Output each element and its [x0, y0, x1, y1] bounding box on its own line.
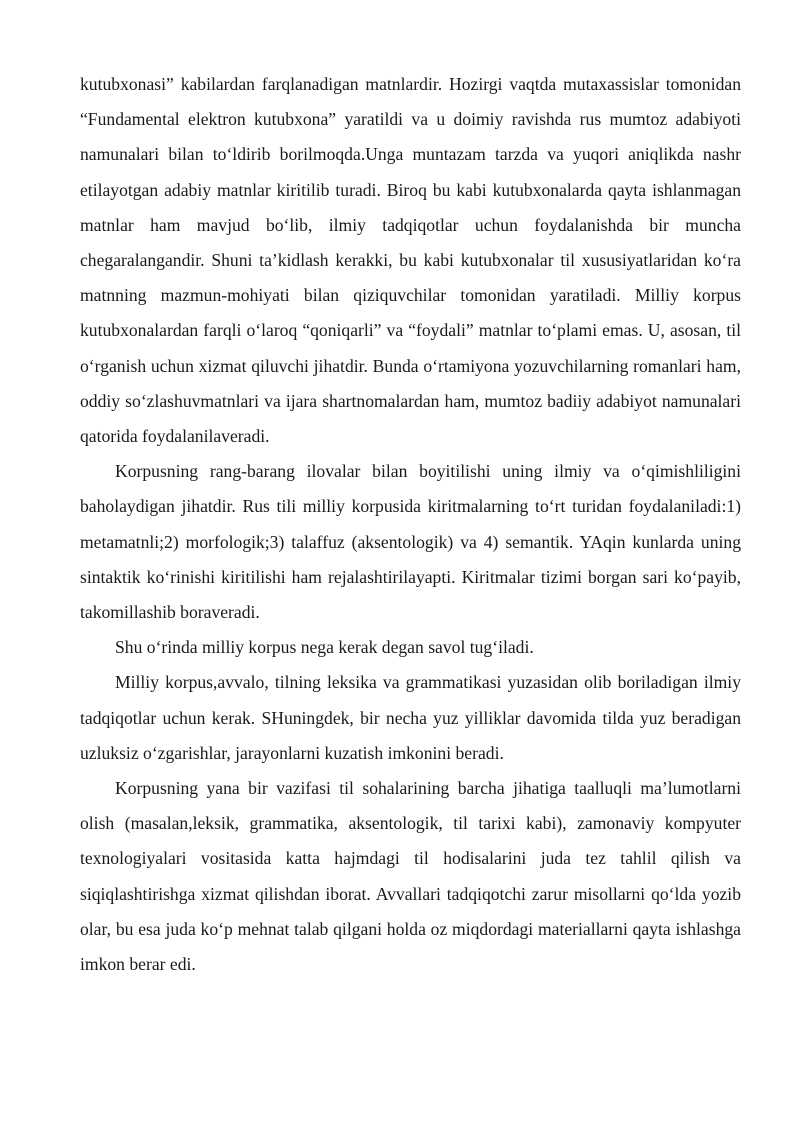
paragraph-5: Korpusning yana bir vazifasi til sohalarining barcha jihatiga taalluqli ma’lumotlarni olish (masalan,leksik, grammatika, aksentologik, til tarixi kabi), zamonaviy kompyuter texnologiyalari vositasida katta hajmdagi til hodisalarini juda tez tahlil qilish va siqiqlashtirishga xizmat qilishdan iborat. Avvallari tadqiqotchi zarur misollarni qo‘lda yozib olar, bu esa juda ko‘p mehnat talab qilgani holda oz miqdordagi materiallarni qayta ishlashga imkon berar edi.: [80, 778, 741, 975]
paragraph-4: Milliy korpus,avvalo, tilning leksika va grammatikasi yuzasidan olib boriladigan ilmiy tadqiqotlar uchun kerak. SHuningdek, bir necha yuz yilliklar davomida tilda yuz beradigan uzluksiz o‘zgarishlar, jarayonlarni kuzatish imkonini beradi.: [80, 672, 741, 763]
paragraph-3: Shu o‘rinda milliy korpus nega kerak degan savol tug‘iladi.: [115, 637, 534, 658]
paragraph-1: kutubxonasi” kabilardan farqlanadigan matnlardir. Hozirgi vaqtda mutaxassislar tomonidan “Fundamental elektron kutubxona” yaratildi va u doimiy ravishda rus mumtoz adabiyoti namunalari bilan to‘ldirib borilmoqda.Unga muntazam tarzda va yuqori aniqlikda nashr etilayotgan adabiy matnlar kiritilib turadi. Biroq bu kabi kutubxonalarda qayta ishlanmagan matnlar ham mavjud bo‘lib, ilmiy tadqiqotlar uchun foydalanishda bir muncha chegaralangandir. Shuni ta’kidlash kerakki, bu kabi kutubxonalar til xususiyatlaridan ko‘ra matnning mazmun-mohiyati bilan qiziquvchilar tomonidan yaratiladi. Milliy korpus kutubxonalardan farqli o‘laroq “qoniqarli” va “foydali” matnlar to‘plami emas. U, asosan, til o‘rganish uchun xizmat qiluvchi jihatdir. Bunda o‘rtamiyona yozuvchilarning romanlari ham, oddiy so‘zlashuvmatnlari va ijara shartnomalardan ham, mumtoz badiiy adabiyot namunalari qatorida foydalanilaveradi.: [80, 74, 741, 447]
paragraph-2: Korpusning rang-barang ilovalar bilan boyitilishi uning ilmiy va o‘qimishliligini baholaydigan jihatdir. Rus tili milliy korpusida kiritmalarning to‘rt turidan foydalaniladi:1) metamatnli;2) morfologik;3) talaffuz (aksentologik) va 4) semantik. YAqin kunlarda uning sintaktik ko‘rinishi kiritilishi ham rejalashtirilayapti. Kiritmalar tizimi borgan sari ko‘payib, takomillashib boraveradi.: [80, 461, 741, 623]
document-page: [80, 67, 741, 982]
